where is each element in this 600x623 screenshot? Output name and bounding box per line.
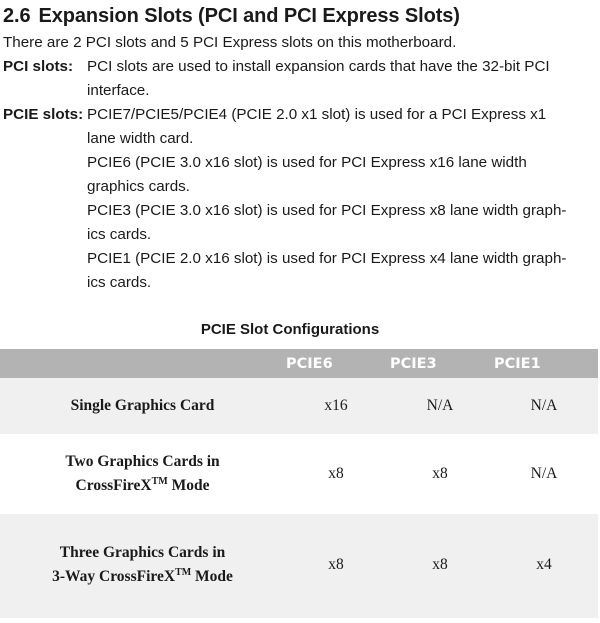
cell-pcie6: x8 xyxy=(328,556,344,573)
trademark-sup: TM xyxy=(151,476,168,487)
row-label-line2: CrossFireX xyxy=(75,477,152,494)
pci-desc-line: interface. xyxy=(87,82,150,99)
section-heading xyxy=(3,3,460,29)
pcie-desc-line: ics cards. xyxy=(87,274,152,291)
pcie-desc-line: PCIE3 (PCIE 3.0 x16 slot) is used for PCI Express x8 lane width graph- xyxy=(87,202,567,219)
table-header-row xyxy=(0,349,598,378)
row-label-suffix: Mode xyxy=(191,568,233,585)
section-title: Expansion Slots (PCI and PCI Express Slots) xyxy=(38,5,460,27)
cell-pcie6: x8 xyxy=(328,465,344,482)
cell-pcie1: N/A xyxy=(530,397,558,414)
pcie-config-table xyxy=(0,349,598,618)
cell-pcie1: x4 xyxy=(536,556,552,573)
cell-pcie1: N/A xyxy=(530,465,558,482)
cell-pcie3: x8 xyxy=(432,556,448,573)
cell-pcie3: x8 xyxy=(432,465,448,482)
section-number: 2.6 xyxy=(3,5,31,27)
cell-pcie6: x16 xyxy=(324,397,348,414)
row-label-line2: 3-Way CrossFireX xyxy=(52,568,176,585)
row-label-line1: Single Graphics Card xyxy=(70,397,215,414)
header-pcie3: PCIE3 xyxy=(390,356,437,372)
row-label xyxy=(0,450,285,498)
table-row xyxy=(0,434,598,514)
table-title: PCIE Slot Configurations xyxy=(200,321,380,338)
pcie-description xyxy=(87,103,593,295)
header-pcie6: PCIE6 xyxy=(286,356,333,372)
pci-desc-line: PCI slots are used to install expansion cards that have the 32-bit PCI xyxy=(87,58,550,75)
intro-paragraph: There are 2 PCI slots and 5 PCI Express slots on this motherboard. xyxy=(3,34,457,51)
table-row xyxy=(0,514,598,618)
pcie-desc-line: ics cards. xyxy=(87,226,152,243)
table-row xyxy=(0,378,598,434)
row-label xyxy=(0,541,285,589)
header-pcie1: PCIE1 xyxy=(494,356,541,372)
row-label-suffix: Mode xyxy=(167,477,210,494)
pci-term: PCI slots: xyxy=(3,58,74,75)
pcie-term: PCIE slots: xyxy=(3,106,84,123)
pcie-desc-line: lane width card. xyxy=(87,130,194,147)
pcie-desc-line: PCIE7/PCIE5/PCIE4 (PCIE 2.0 x1 slot) is used for a PCI Express x1 xyxy=(87,106,547,123)
row-label-line1: Three Graphics Cards in xyxy=(59,544,226,561)
row-label xyxy=(0,394,285,418)
row-label-line1: Two Graphics Cards in xyxy=(65,453,220,470)
trademark-sup: TM xyxy=(175,567,192,578)
pcie-desc-line: graphics cards. xyxy=(87,178,190,195)
pci-description xyxy=(87,55,593,103)
cell-pcie3: N/A xyxy=(426,397,454,414)
pcie-desc-line: PCIE6 (PCIE 3.0 x16 slot) is used for PCI Express x16 lane width xyxy=(87,154,527,171)
pcie-desc-line: PCIE1 (PCIE 2.0 x16 slot) is used for PCI Express x4 lane width graph- xyxy=(87,250,567,267)
